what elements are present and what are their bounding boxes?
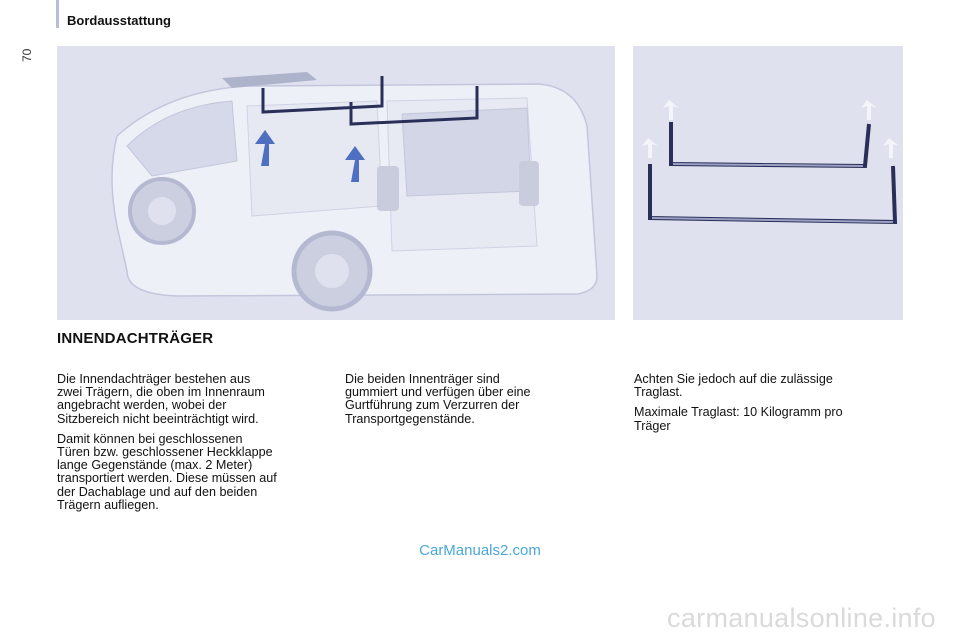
paragraph: Die beiden Innenträger sind gummiert und verfügen über eine Gurtführung zum Verzurren der Transportgegenstände. (345, 372, 531, 426)
section-heading: INNENDACHTRÄGER (57, 330, 214, 347)
roof-carrier-bars-illustration-icon (633, 46, 903, 320)
carmanualsonline-watermark: carmanualsonline.info (667, 603, 936, 633)
section-header: Bordausstattung (67, 13, 171, 28)
paragraph: Damit können bei geschlossenen Türen bzw. geschlossener Heckklappe lange Gegenstände (max. 2 Meter) transportiert werden. Diese müssen auf der Dachablage und auf den beiden Trägern aufliegen. (57, 431, 277, 512)
paragraph: Achten Sie jedoch auf die zulässige Traglast. (634, 372, 833, 400)
paragraph: Die Innendachträger bestehen aus zwei Trägern, die oben im Innenraum angebracht werden, wobei der Sitzbereich nicht beeinträchtigt wird. (57, 372, 265, 426)
text-column-2 (345, 373, 605, 433)
roof-carrier-bars-figure (633, 46, 903, 320)
text-column-1 (57, 373, 332, 519)
page-number: 70 (20, 48, 34, 62)
van-roof-carrier-figure (57, 46, 615, 320)
text-column-3 (634, 373, 894, 440)
paragraph: Maximale Traglast: 10 Kilogramm pro Träger (634, 405, 843, 433)
left-margin-rule (56, 0, 59, 28)
carmanuals-watermark-link[interactable]: CarManuals2.com (419, 542, 541, 559)
van-roof-carrier-illustration-icon (57, 46, 615, 320)
